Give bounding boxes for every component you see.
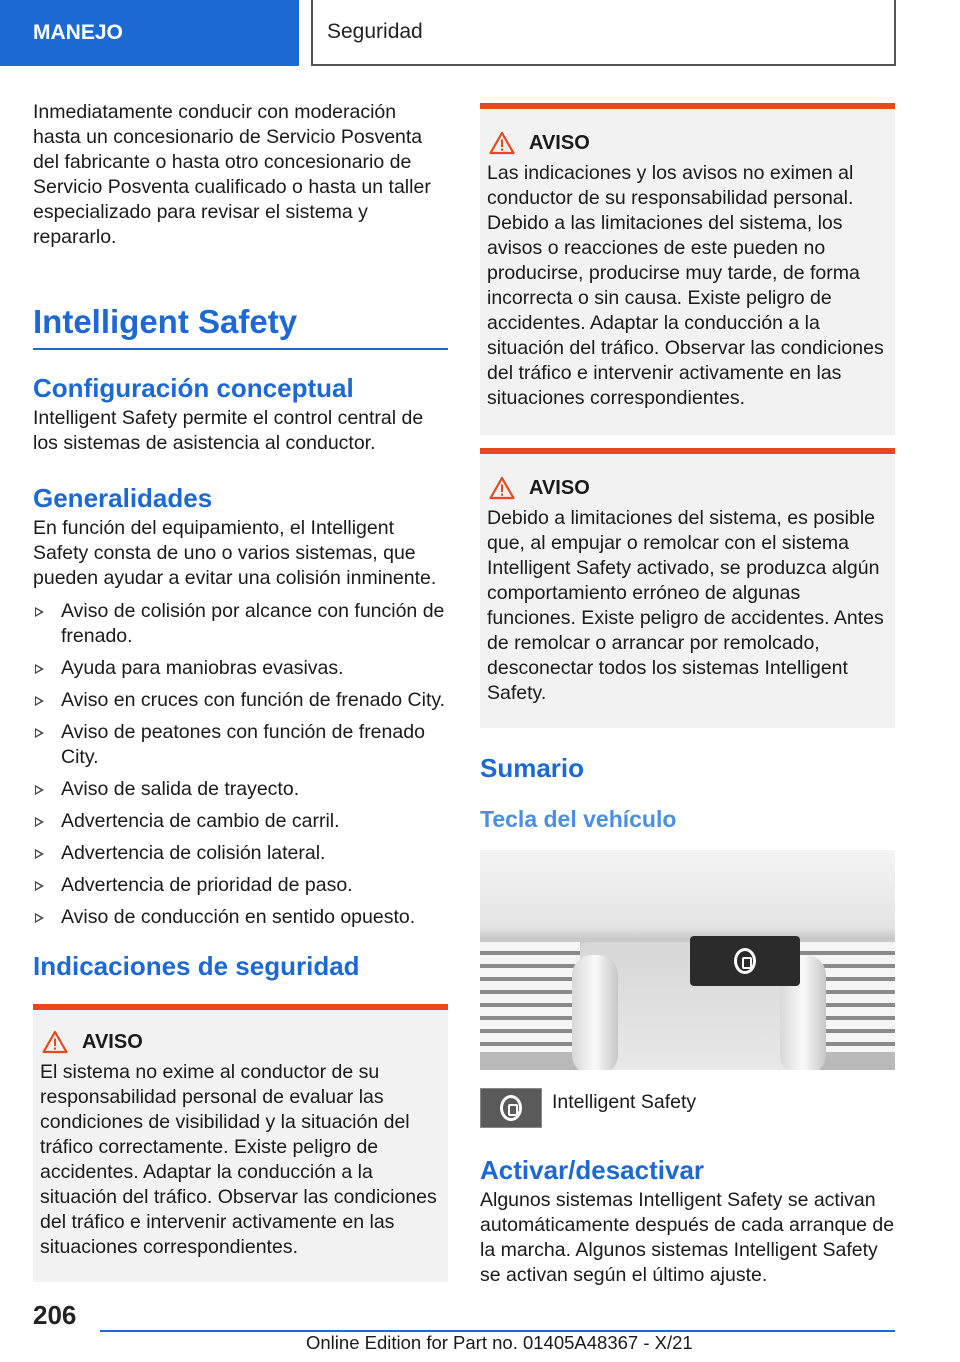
air-vent-left [480,942,580,1052]
right-column [480,103,895,1288]
list-item: Aviso de peatones con función de frenado City. [33,720,448,770]
toggle-heading: Activar/desactivar [480,1155,705,1185]
warning-text: Las indicaciones y los avisos no eximen al conductor de su responsabilidad personal. Debido a las limitaciones del sistema, los avisos o reacciones de este pueden no producirse, producirse muy tarde, de forma incorrecta o sin causa. Existe peligro de accidentes. Adaptar la conducción a la situación del tráfico. Observar las condiciones del tráfico e intervenir activamente en las situaciones correspondientes. [487,162,884,409]
list-item: Aviso de conducción en sentido opuesto. [33,905,448,930]
header-chapter-label: Seguridad [327,20,423,43]
list-item: Advertencia de cambio de carril. [33,809,448,834]
list-item: Aviso de salida de trayecto. [33,777,448,802]
list-item: Ayuda para maniobras evasivas. [33,656,448,681]
list-item: Aviso de colisión por alcance con función de frenado. [33,599,448,649]
list-item: Advertencia de prioridad de paso. [33,873,448,898]
bullet-triangle-icon [35,785,44,795]
warning-triangle-icon [489,476,515,500]
list-item: Aviso en cruces con función de frenado City. [33,688,448,713]
warning-box [480,103,895,435]
warning-text: El sistema no exime al conductor de su responsabilidad personal de evaluar las condiciones de visibilidad y la situación del tráfico correctamente. Existe peligro de accidentes. Adaptar la conducción a la situación del tráfico. Observar las condiciones del tráfico e intervenir activamente en las situaciones correspondientes. [40,1061,437,1258]
button-heading: Tecla del vehículo [480,806,677,832]
bullet-triangle-icon [35,607,44,617]
safety-heading: Indicaciones de seguridad [33,951,360,981]
intelligent-safety-button-icon [734,948,756,974]
bullet-triangle-icon [35,881,44,891]
footer-edition: Online Edition for Part no. 01405A48367 - X/21 [306,1332,693,1353]
summary-heading: Sumario [480,753,585,783]
bullet-triangle-icon [35,696,44,706]
general-paragraph: En función del equipamiento, el Intelligent Safety consta de uno o varios sistemas, que pueden ayudar a evitar una colisión inminente. [33,517,437,589]
warning-label: AVISO [529,131,590,154]
header-section [0,0,299,66]
left-column [33,100,448,1282]
header-chapter [311,0,896,66]
vehicle-button-photo [480,850,895,1070]
button-legend [480,1088,895,1128]
warning-label: AVISO [82,1030,143,1053]
warning-triangle-icon [42,1030,68,1054]
concept-heading: Configuración conceptual [33,373,354,403]
general-heading: Generalidades [33,483,213,513]
feature-list [33,599,448,930]
warning-label: AVISO [529,476,590,499]
bullet-triangle-icon [35,913,44,923]
concept-paragraph: Intelligent Safety permite el control central de los sistemas de asistencia al conductor. [33,407,424,454]
legend-thumbnail [480,1088,542,1128]
bullet-triangle-icon [35,849,44,859]
legend-label: Intelligent Safety [552,1091,697,1113]
page-number: 206 [33,1300,77,1330]
intro-paragraph: Inmediatamente conducir con moderación hasta un concesionario de Servicio Posventa del fabricante o hasta otro concesionario de Servicio Posventa cualificado o hasta un taller especializado para revisar el sistema y repararlo. [33,101,431,248]
toggle-paragraph: Algunos sistemas Intelligent Safety se activan automáticamente después de cada arranque de la marcha. Algunos sistemas Intelligent Safety se activan según el último ajuste. [480,1189,895,1286]
bullet-triangle-icon [35,817,44,827]
bullet-triangle-icon [35,728,44,738]
warning-text: Debido a limitaciones del sistema, es posible que, al empujar o remolcar con el sistema Intelligent Safety activado, se produzca algún comportamiento erróneo de algunas funciones. Existe peligro de accidentes. Antes de remolcar o arrancar por remolcado, desconectar todos los sistemas Intelligent Safety. [487,507,884,704]
intelligent-safety-button-icon [500,1095,522,1121]
vent-knob-left [572,955,618,1070]
bullet-triangle-icon [35,664,44,674]
list-item: Advertencia de colisión lateral. [33,841,448,866]
header-section-label: MANEJO [33,21,123,44]
intelligent-safety-button [690,936,800,986]
warning-box [33,1004,448,1282]
warning-triangle-icon [489,131,515,155]
page-title: Intelligent Safety [33,302,448,350]
warning-box [480,448,895,728]
